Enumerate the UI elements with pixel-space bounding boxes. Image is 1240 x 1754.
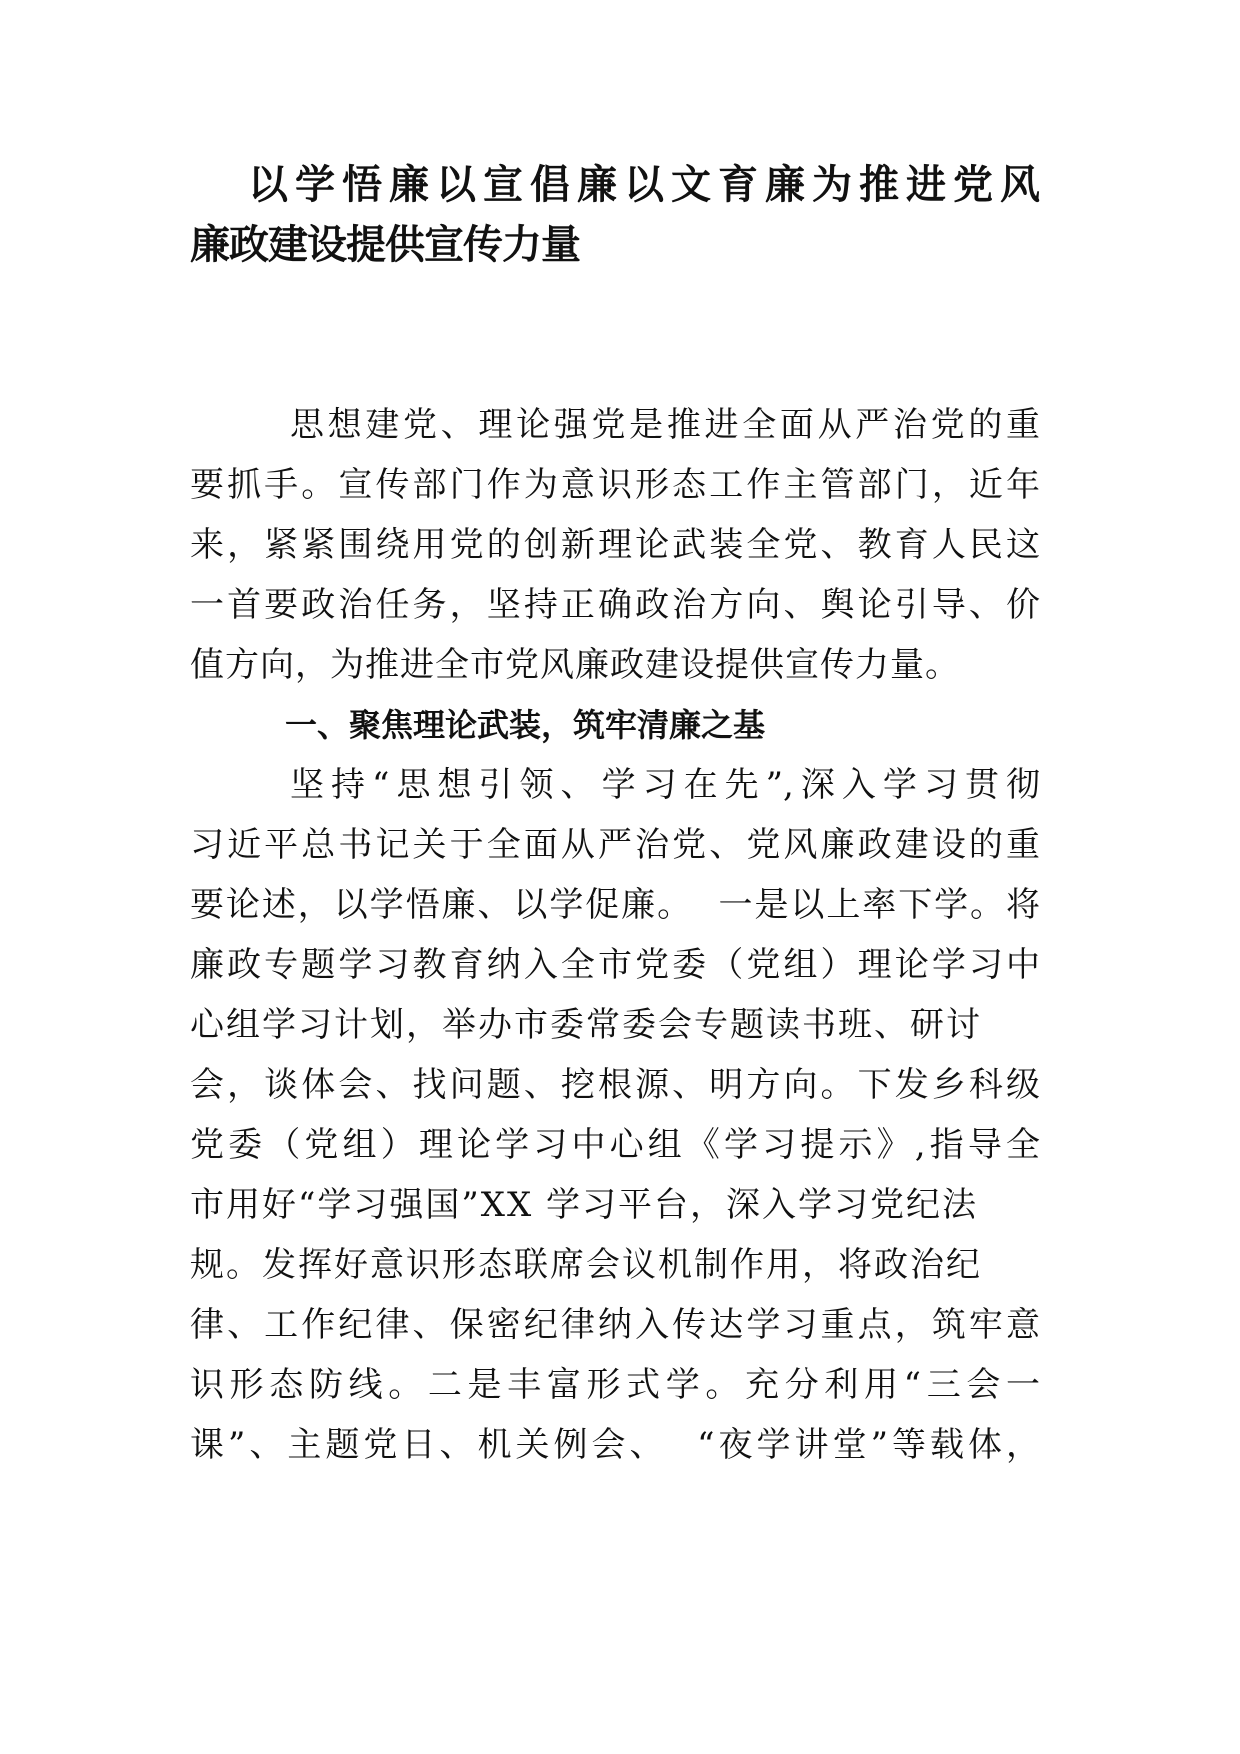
body-line: 坚持“思想引领、学习在先”,深入学习贯彻 [290, 765, 1040, 805]
body-line: 要抓手。宣传部门作为意识形态工作主管部门，近年 [190, 465, 1040, 505]
body-line: 党委（党组）理论学习中心组《学习提示》,指导全 [190, 1125, 1040, 1165]
intro-paragraph [190, 395, 1040, 695]
body-line: 心组学习计划，举办市委常委会专题读书班、研讨 [190, 1005, 982, 1045]
title-line: 以学悟廉以宣倡廉以文育廉为推进党风 [248, 162, 1040, 208]
body-line: 要论述，以学悟廉、以学促廉。 一是以上率下学。将 [190, 885, 1040, 925]
document-title [190, 155, 1040, 275]
body-line: 思想建党、理论强党是推进全面从严治党的重 [290, 405, 1040, 445]
document-body [190, 395, 1040, 1475]
title-line: 廉政建设提供宣传力量 [190, 222, 580, 268]
body-line: 值方向，为推进全市党风廉政建设提供宣传力量。 [190, 645, 960, 685]
body-line: 课”、主题党日、机关例会、 “夜学讲堂”等载体， [190, 1425, 1040, 1465]
body-line: 廉政专题学习教育纳入全市党委（党组）理论学习中 [190, 945, 1040, 985]
body-line: 会，谈体会、找问题、挖根源、明方向。下发乡科级 [190, 1065, 1040, 1105]
section-heading: 一、聚焦理论武装，筑牢清廉之基 [285, 706, 766, 744]
body-line: 识形态防线。二是丰富形式学。充分利用“三会一 [190, 1365, 1040, 1405]
body-line: 规。发挥好意识形态联席会议机制作用，将政治纪 [190, 1245, 982, 1285]
body-line: 一首要政治任务，坚持正确政治方向、舆论引导、价 [190, 585, 1040, 625]
body-line: 市用好“学习强国”XX 学习平台，深入学习党纪法 [190, 1185, 978, 1225]
body-line: 来，紧紧围绕用党的创新理论武装全党、教育人民这 [190, 525, 1040, 565]
body-line: 习近平总书记关于全面从严治党、党风廉政建设的重 [190, 825, 1040, 865]
section-paragraph [190, 755, 1040, 1475]
body-line: 律、工作纪律、保密纪律纳入传达学习重点，筑牢意 [190, 1305, 1040, 1345]
